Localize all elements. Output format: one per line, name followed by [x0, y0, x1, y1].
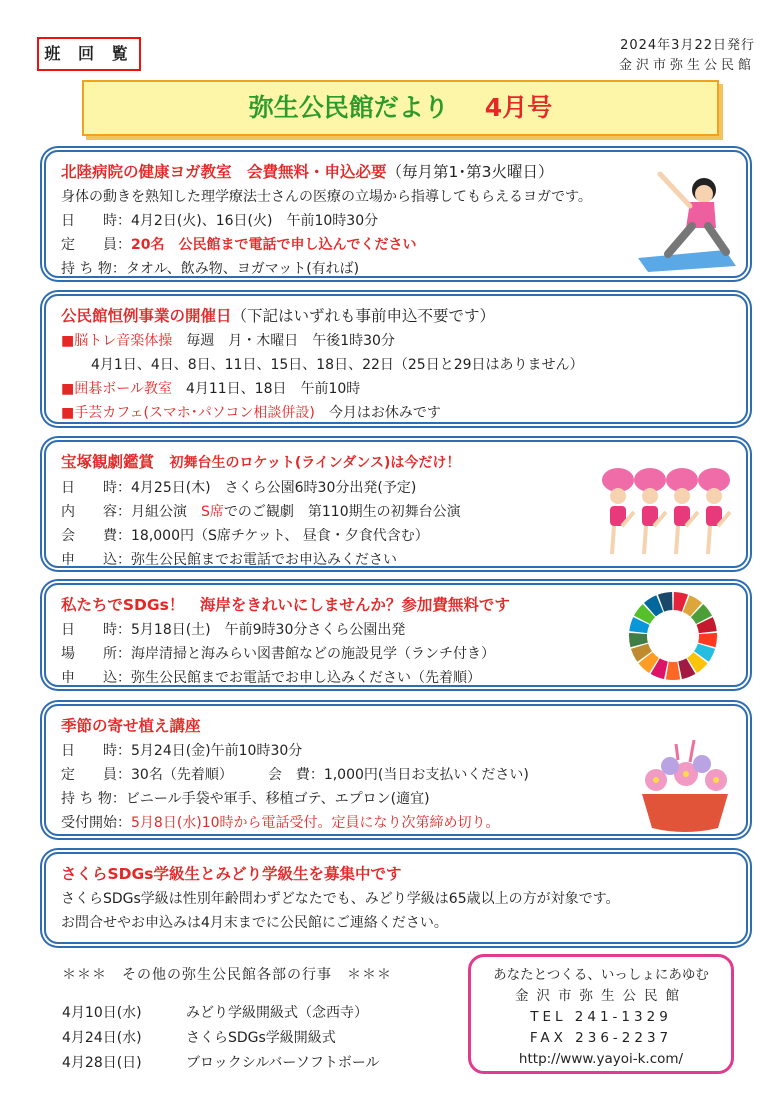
- contact-url[interactable]: http://www.yayoi-k.com/: [518, 1051, 684, 1067]
- contact-box: [468, 954, 734, 1074]
- detail-content: 内 容：月組公演 S席でのご観劇 第110期生の初舞台公演: [61, 504, 461, 520]
- section-title: 公民館恒例事業の開催日（下記はいずれも事前申込不要です）: [61, 307, 496, 325]
- section-title: 宝塚観劇鑑賞 初舞台生のロケット(ラインダンス)は今だけ！: [61, 453, 461, 471]
- issue-org: 金沢市弥生公民館: [618, 58, 755, 73]
- sdgs-wheel-segment: [666, 662, 680, 680]
- detail-date: 日 時：4月2日(火)、16日(火) 午前10時30分: [61, 213, 379, 229]
- circulation-label: 班 回 覧: [37, 37, 141, 71]
- detail-capacity: 定 員：20名 公民館まで電話で申し込んでください: [61, 237, 417, 253]
- other-event-item: 4月28日(日) ブロックシルバーソフトボール: [62, 1055, 380, 1071]
- newsletter-title: 弥生公民館だより: [248, 93, 449, 122]
- detail-capacity-fee: 定 員：30名（先着順） 会 費：1,000円(当日お支払いください): [61, 767, 529, 783]
- issue-date: 2024年3月22日発行: [620, 38, 755, 53]
- section-title: 私たちでSDGs！ 海岸をきれいにしませんか？参加費無料です: [61, 596, 510, 614]
- yoga-illustration: [630, 166, 740, 272]
- detail-apply: 申 込：弥生公民館までお電話でお申込みください: [61, 552, 397, 568]
- section-recruitment: [44, 852, 748, 944]
- contact-org: 金沢市弥生公民館: [515, 988, 687, 1004]
- event-brain-training-dates: 4月1日、4日、8日、11日、15日、18日、22日（25日と29日はありません）: [91, 357, 584, 373]
- detail-bring: 持 ち 物：ビニール手袋や軍手、移植ゴテ、エプロン(適宜): [61, 791, 430, 807]
- contact-slogan: あなたとつくる、いっしょにあゆむ: [493, 967, 709, 983]
- detail-fee: 会 費：18,000円（S席チケット、 昼食・夕食代含む）: [61, 528, 429, 544]
- section-title: 北陸病院の健康ヨガ教室 会費無料・申込必要（毎月第1･第3火曜日）: [61, 163, 554, 181]
- issue-info: [619, 36, 755, 76]
- other-events-title: ＊＊＊ その他の弥生公民館各部の行事 ＊＊＊: [62, 967, 392, 983]
- recruitment-line-2: お問合せやお申込みは4月末までに公民館にご連絡ください。: [61, 915, 448, 931]
- contact-tel: TEL 241-1329: [530, 1009, 672, 1025]
- contact-fax: FAX 236-2237: [529, 1030, 673, 1046]
- section-flower-course: [44, 704, 748, 836]
- other-event-item: 4月10日(水) みどり学級開級式（念西寺）: [62, 1005, 368, 1021]
- detail-start: 受付開始：5月8日(水)10時から電話受付。定員になり次第締め切り。: [61, 815, 500, 831]
- event-go-ball: ■囲碁ボール教室 4月11日、18日 午前10時: [61, 381, 361, 397]
- title-banner: [82, 80, 719, 136]
- section-yoga: [44, 150, 748, 278]
- section-takarazuka: [44, 440, 748, 568]
- section-sdgs-beach: [44, 583, 748, 687]
- issue-number: 4月号: [484, 93, 553, 122]
- other-event-item: 4月24日(水) さくらSDGs学級開級式: [62, 1030, 336, 1046]
- detail-date: 日 時：5月18日(土) 午前9時30分さくら公園出発: [61, 622, 406, 638]
- flower-basket-illustration: [630, 736, 740, 836]
- detail-place: 場 所：海岸清掃と海みらい図書館などの施設見学（ランチ付き）: [61, 646, 495, 662]
- event-brain-training: ■脳トレ音楽体操 毎週 月・木曜日 午後1時30分: [61, 333, 395, 349]
- sdgs-wheel-icon: [628, 591, 718, 681]
- detail-apply: 申 込：弥生公民館までお電話でお申し込みください（先着順）: [61, 670, 481, 686]
- detail-bring: 持 ち 物：タオル、飲み物、ヨガマット(有れば): [61, 261, 360, 277]
- section-regular-events: [44, 294, 748, 424]
- dancers-illustration: [598, 466, 738, 556]
- section-title: 季節の寄せ植え講座: [61, 717, 201, 735]
- detail-date: 日 時：4月25日(木) さくら公園6時30分出発(予定): [61, 480, 417, 496]
- event-craft-cafe: ■手芸カフェ(スマホ･パソコン相談併設) 今月はお休みです: [61, 405, 441, 421]
- detail-date: 日 時：5月24日(金)午前10時30分: [61, 743, 303, 759]
- recruitment-line-1: さくらSDGs学級は性別年齢問わずどなたでも、みどり学級は65歳以上の方が対象です。: [61, 891, 620, 907]
- section-title: さくらSDGs学級生とみどり学級生を募集中です: [61, 865, 402, 883]
- section-desc: 身体の動きを熟知した理学療法士さんの医療の立場から指導してもらえるヨガです。: [61, 189, 592, 205]
